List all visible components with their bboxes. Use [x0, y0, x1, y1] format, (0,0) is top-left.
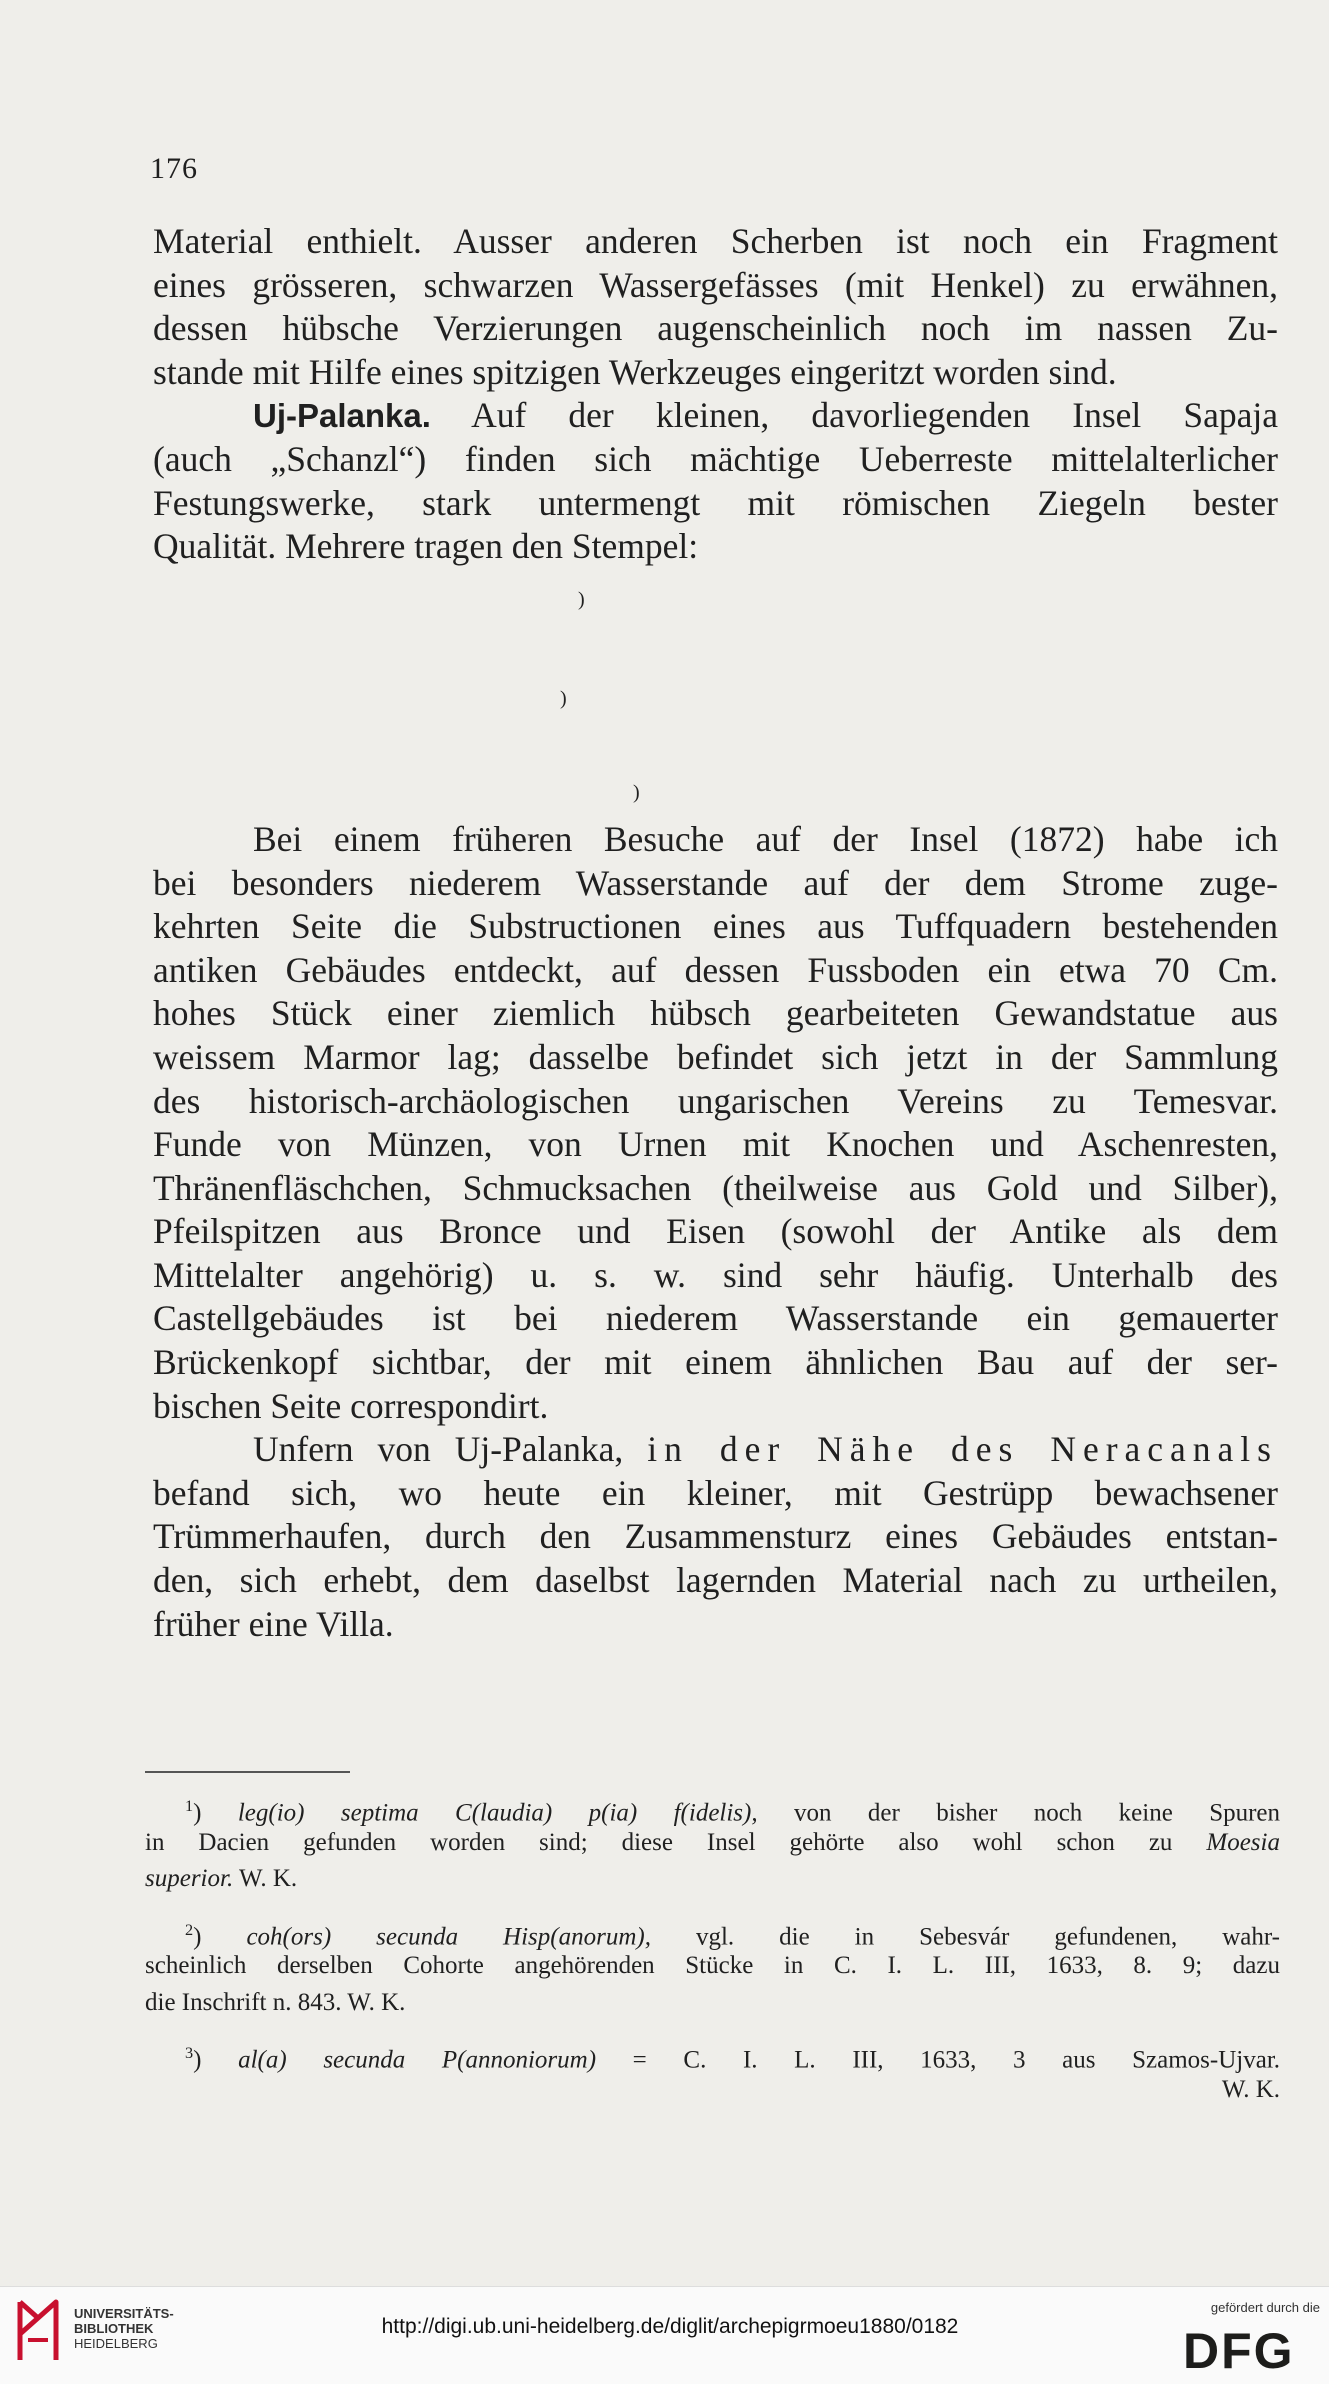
text-run: von der bisher noch keine Spuren [794, 1799, 1281, 1827]
footnote-mark: 3 [185, 2044, 194, 2062]
footnote-2-line: scheinlich derselben Cohorte angehörenden Stücke in C. I. L. III, 1633, 8. 9; dazu [145, 1952, 1280, 1979]
text-line: Thränenfläschchen, Schmucksachen (theilweise aus Gold und Silber), [153, 1167, 1278, 1208]
dfg-logo[interactable]: DFG [1183, 2323, 1295, 2379]
label-andere [153, 619, 1278, 663]
footnote-italic: coh(ors) secunda Hisp(anorum), [246, 1922, 651, 1950]
footnote-2-line: die Inschrift n. 843. W. K. [145, 1988, 406, 2016]
footnote-mark: 2 [185, 1920, 194, 1939]
label-oder [153, 718, 1278, 762]
footnote-mark: 1 [185, 1797, 194, 1815]
text-line: Festungswerke, stark untermengt mit römischen Ziegeln bester [153, 482, 1278, 523]
library-line: HEIDELBERG [74, 2336, 158, 2351]
text-line: den, sich erhebt, dem daselbst lagernden Material nach zu urtheilen, [153, 1560, 1278, 1601]
footnote-separator [145, 1771, 350, 1773]
library-line: BIBLIOTHEK [74, 2321, 154, 2336]
footnote-1-line [145, 1861, 1280, 1898]
section-heading: Uj-Palanka. [253, 397, 431, 435]
text-run: Unfern von Uj-Palanka, [253, 1429, 624, 1470]
inscription-text: ) [633, 781, 645, 804]
footnote-italic: Moesia [1206, 1828, 1280, 1856]
inscription-leg [153, 569, 1278, 619]
text-run: = C. I. L. III, 1633, 3 aus Szamos-Ujvar. [632, 2046, 1281, 2074]
paragraph-3 [153, 818, 1278, 1428]
text-line: Trümmerhaufen, durch den Zusammensturz eines Gebäudes entstan- [153, 1516, 1278, 1557]
sponsor-text: gefördert durch die [1210, 2300, 1320, 2315]
text-line: Qualität. Mehrere tragen den Stempel: [153, 526, 699, 567]
text-line: des historisch-archäologischen ungarischen Vereins zu Temesvar. [153, 1080, 1278, 1121]
footnote-3-line: $^3$) al(a) secunda P(annoniorum) = C. I. L. III, 1633, 3 aus Szamos-Ujvar. [185, 2044, 1281, 2074]
text-line: bischen Seite correspondirt. [153, 1385, 549, 1426]
inscription-text: ) [578, 588, 590, 611]
text-line: weissem Marmor lag; dasselbe befindet sich jetzt in der Sammlung [153, 1036, 1278, 1077]
footnotes [145, 1788, 1280, 2108]
text-line: eines grösseren, schwarzen Wassergefässes (mit Henkel) zu erwähnen, [153, 264, 1278, 305]
footnote-italic: al(a) secunda P(annoniorum) [238, 2046, 597, 2074]
text-run: in Dacien gefunden worden sind; diese Insel gehörte also wohl schon zu [145, 1828, 1173, 1856]
text-run: Auf der kleinen, davorliegenden Insel Sapaja [471, 395, 1278, 436]
footnote-italic: superior. [145, 1865, 234, 1892]
text-line: Mittelalter angehörig) u. s. w. sind sehr häufig. Unterhalb des [153, 1254, 1278, 1295]
library-line: UNIVERSITÄTS- [74, 2306, 174, 2321]
footnote-1-line [145, 1825, 1280, 1862]
text-line: Funde von Münzen, von Urnen mit Knochen und Aschenresten, [153, 1124, 1278, 1165]
text-line: bei besonders niederem Wasserstande auf der dem Strome zuge- [153, 862, 1278, 903]
text-line: (auch „Schanzl“) finden sich mächtige Ueberreste mittelalterlicher [153, 438, 1278, 479]
library-name[interactable] [74, 2306, 174, 2351]
footnote-1-line: $^1$) leg(io) septima C(laudia) p(ia) f(idelis), von der bisher noch keine Spuren [185, 1797, 1281, 1827]
text-line: hohes Stück einer ziemlich hübsch gearbeiteten Gewandstatue aus [153, 993, 1278, 1034]
text-line: früher eine Villa. [153, 1603, 394, 1644]
text-line: Brückenkopf sichtbar, der mit einem ähnlichen Bau auf der ser- [153, 1342, 1278, 1383]
text-line: antiken Gebäudes entdeckt, auf dessen Fussboden ein etwa 70 Cm. [153, 949, 1278, 990]
text-line: kehrten Seite die Substructionen eines aus Tuffquadern bestehenden [153, 906, 1278, 947]
ub-heidelberg-logo-icon[interactable] [14, 2296, 62, 2366]
spaced-emphasis: in der Nähe des Neracanals [647, 1429, 1278, 1470]
paragraph-4 [153, 1428, 1278, 1646]
text-run: vgl. die in Sebesvár gefundenen, wahr- [695, 1922, 1281, 1950]
text-line [153, 394, 1278, 438]
permalink-url[interactable]: http://digi.ub.uni-heidelberg.de/diglit/archepigrmoeu1880/0182 [381, 2315, 959, 2338]
paragraph-1 [153, 220, 1278, 394]
text-line: befand sich, wo heute ein kleiner, mit Gestrüpp bewachsener [153, 1472, 1278, 1513]
text-line [153, 1428, 1278, 1472]
text-line: Pfeilspitzen aus Bronce und Eisen (sowohl der Antike als dem [153, 1211, 1278, 1252]
main-text [153, 220, 1278, 1646]
text-line: Material enthielt. Ausser anderen Scherben ist noch ein Fragment [153, 221, 1278, 261]
inscription-ala [153, 762, 1278, 812]
footnote-italic: leg(io) septima C(laudia) p(ia) f(idelis), [237, 1799, 758, 1827]
text-line: Castellgebäudes ist bei niederem Wasserstande ein gemauerter [153, 1298, 1278, 1339]
page-number: 176 [150, 152, 198, 185]
footnote-signature: W. K. [239, 1865, 298, 1892]
text-line: Bei einem früheren Besuche auf der Insel (1872) habe ich [253, 818, 1278, 859]
inscription-text: ) [560, 688, 572, 710]
paragraph-uj-palanka [153, 394, 1278, 568]
footnote-2-line: $^2$) coh(ors) secunda Hisp(anorum), vgl. die in Sebesvár gefundenen, wahr- [185, 1920, 1281, 1950]
inscription-coh [153, 668, 1278, 718]
text-line: stande mit Hilfe eines spitzigen Werkzeuges eingeritzt worden sind. [153, 351, 1117, 392]
text-line: dessen hübsche Verzierungen augenscheinlich noch im nassen Zu- [153, 308, 1278, 349]
footnote-signature: W. K. [1221, 2075, 1280, 2103]
